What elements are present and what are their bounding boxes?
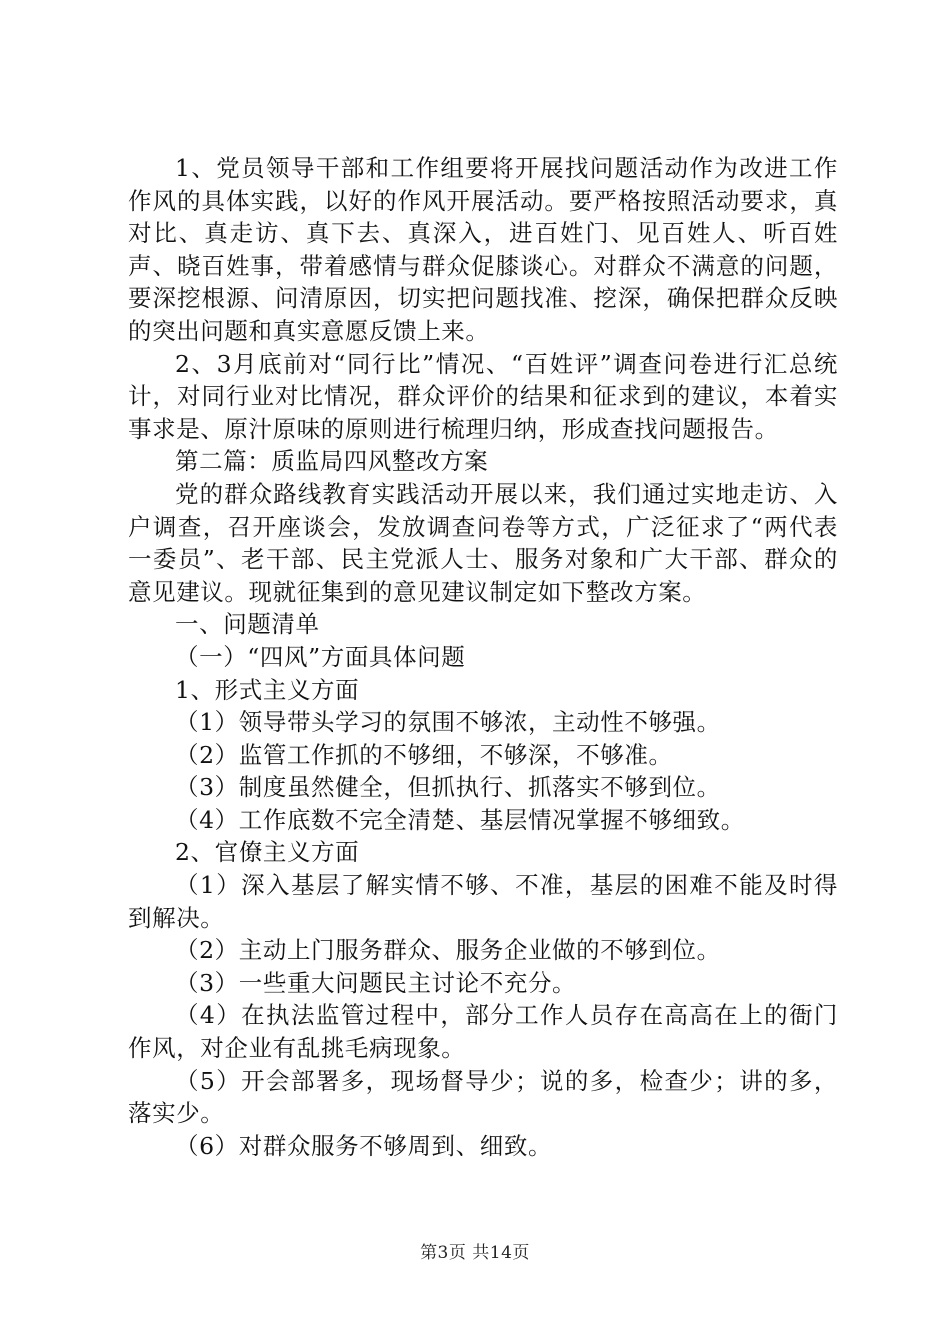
paragraph-1: 1、党员领导干部和工作组要将开展找问题活动作为改进工作作风的具体实践，以好的作风开展活动。要严格按照活动要求，真对比、真走访、真下去、真深入，进百姓门、见百姓人、听百姓声、晓百姓事，带着感情与群众促膝谈心。对群众不满意的问题，要深挖根源、问清原因，切实把问题找准、挖深，确保把群众反映的突出问题和真实意愿反馈上来。 xyxy=(128,154,838,345)
section-title: 第二篇：质监局四风整改方案 xyxy=(175,447,489,476)
list-item: （1）深入基层了解实情不够、不准，基层的困难不能及时得到解决。 xyxy=(128,871,838,932)
subheading-formalism: 1、形式主义方面 xyxy=(175,675,360,704)
heading-problem-list: 一、问题清单 xyxy=(175,610,320,639)
list-item: （1）领导带头学习的氛围不够浓，主动性不够强。 xyxy=(175,708,721,737)
list-item: （4）工作底数不完全清楚、基层情况掌握不够细致。 xyxy=(175,805,745,834)
paragraph-intro: 党的群众路线教育实践活动开展以来，我们通过实地走访、入户调查，召开座谈会，发放调查问卷等方式，广泛征求了“两代表一委员”、老干部、民主党派人士、服务对象和广大干部、群众的意见建议。现就征集到的意见建议制定如下整改方案。 xyxy=(128,479,838,606)
paragraph-2: 2、3月底前对“同行比”情况、“百姓评”调查问卷进行汇总统计，对同行业对比情况，群众评价的结果和征求到的建议，本着实事求是、原汁原味的原则进行梳理归纳，形成查找问题报告。 xyxy=(128,349,838,443)
subheading-four-winds: （一）“四风”方面具体问题 xyxy=(175,642,466,671)
subheading-bureaucratism: 2、官僚主义方面 xyxy=(175,838,360,867)
list-item: （2）主动上门服务群众、服务企业做的不够到位。 xyxy=(175,936,721,965)
list-item: （4）在执法监管过程中，部分工作人员存在高高在上的衙门作风，对企业有乱挑毛病现象。 xyxy=(128,1001,838,1063)
list-item: （3）一些重大问题民主讨论不充分。 xyxy=(175,968,577,997)
list-item: （3）制度虽然健全，但抓执行、抓落实不够到位。 xyxy=(175,773,721,802)
list-item: （5）开会部署多，现场督导少；说的多，检查少；讲的多，落实少。 xyxy=(128,1066,838,1128)
document-body xyxy=(128,152,838,1162)
list-item: （2）监管工作抓的不够细，不够深，不够准。 xyxy=(175,740,673,769)
page-number-footer: 第3页 共14页 xyxy=(420,1243,530,1263)
list-item: （6）对群众服务不够周到、细致。 xyxy=(175,1131,553,1160)
